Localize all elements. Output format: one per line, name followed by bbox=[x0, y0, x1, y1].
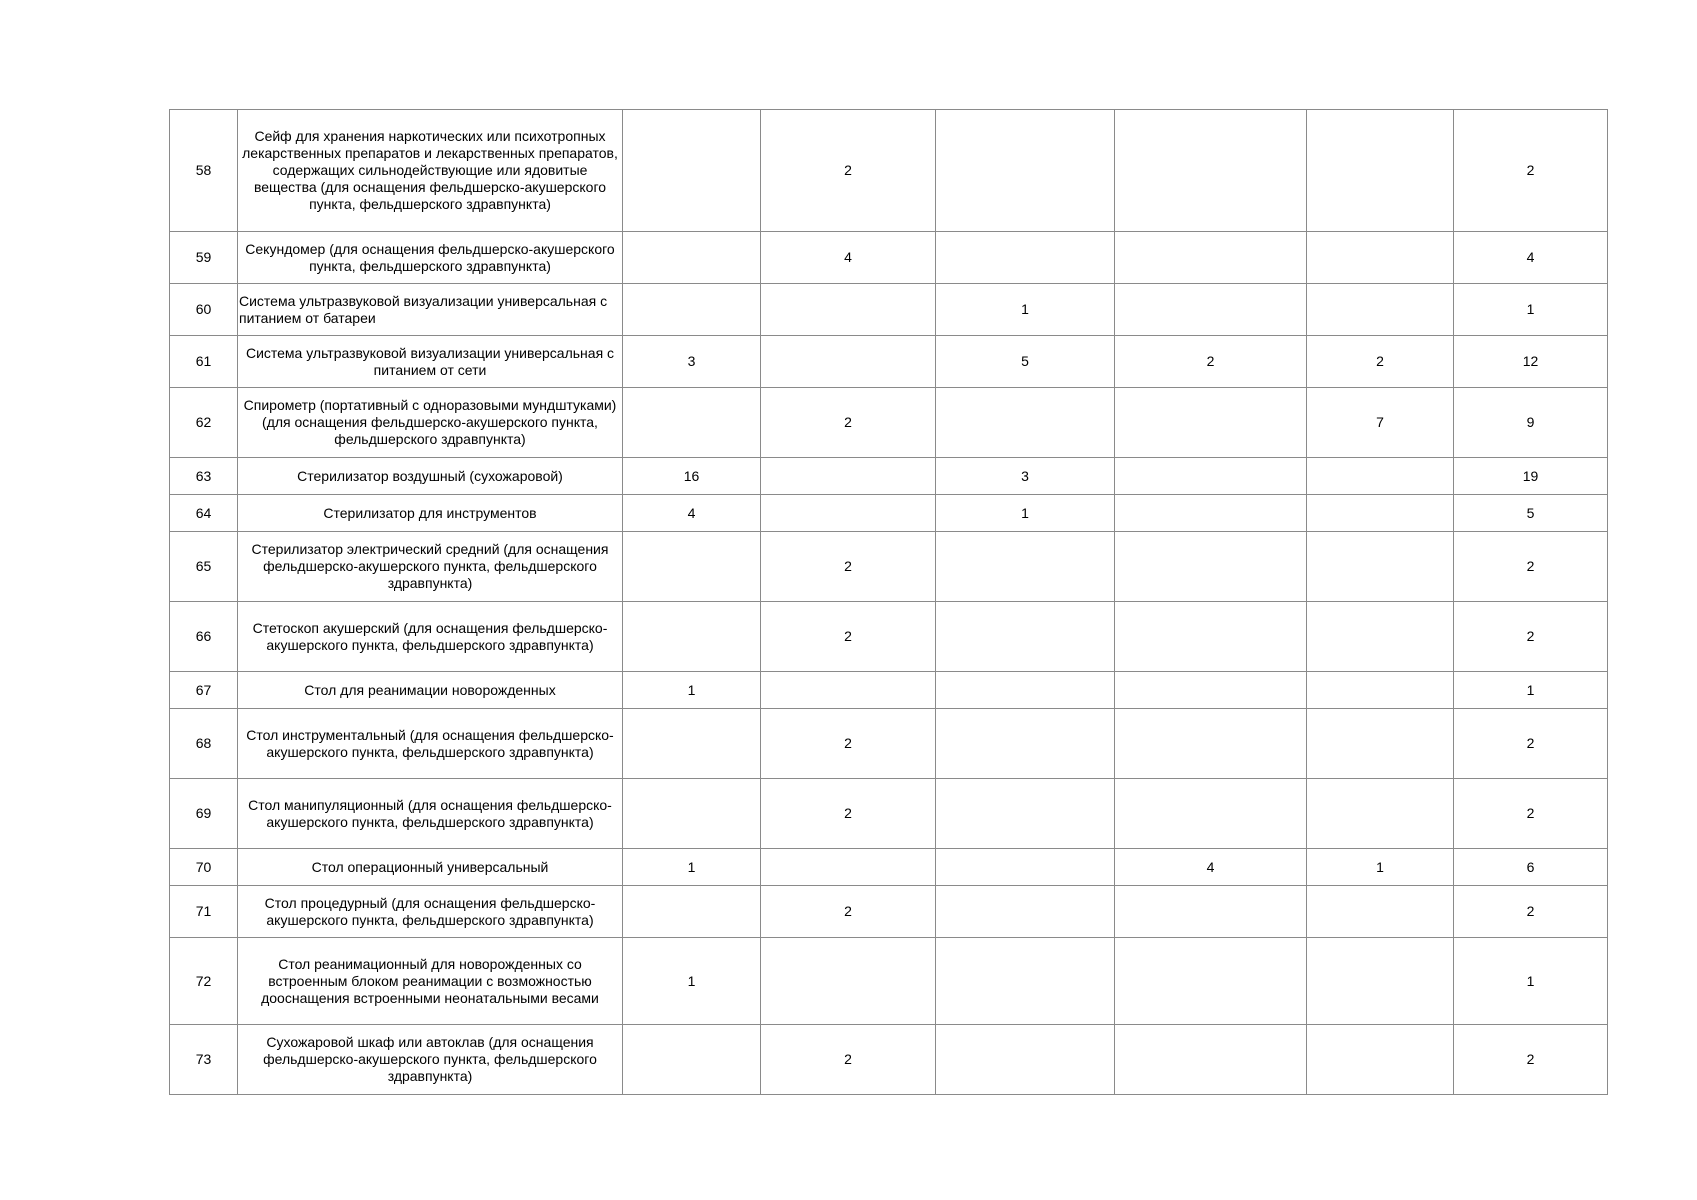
item-name-cell: Сейф для хранения наркотических или психотропных лекарственных препаратов и лекарственных препаратов, содержащих сильнодействующие или ядовитые вещества (для оснащения фельдшерско-акушерского пункта, фельдшерского здравпункта) bbox=[238, 110, 623, 232]
item-name-cell: Спирометр (портативный с одноразовыми мундштуками) (для оснащения фельдшерско-акушерского пункта, фельдшерского здравпункта) bbox=[238, 388, 623, 458]
qty-col-1-cell: 4 bbox=[623, 495, 761, 532]
qty-col-2-cell: 2 bbox=[761, 779, 936, 849]
qty-col-1-cell bbox=[623, 284, 761, 336]
qty-col-3-cell bbox=[936, 388, 1115, 458]
row-number-cell: 65 bbox=[170, 532, 238, 602]
item-name-cell: Система ультразвуковой визуализации универсальная с питанием от сети bbox=[238, 336, 623, 388]
table-row bbox=[170, 709, 1608, 779]
table-row bbox=[170, 388, 1608, 458]
table-row bbox=[170, 532, 1608, 602]
qty-col-1-cell bbox=[623, 886, 761, 938]
qty-col-5-cell bbox=[1307, 232, 1454, 284]
qty-col-5-cell bbox=[1307, 532, 1454, 602]
total-cell: 5 bbox=[1454, 495, 1608, 532]
table-row bbox=[170, 336, 1608, 388]
item-name-cell: Стол инструментальный (для оснащения фельдшерско-акушерского пункта, фельдшерского здравпункта) bbox=[238, 709, 623, 779]
qty-col-4-cell bbox=[1115, 779, 1307, 849]
qty-col-5-cell bbox=[1307, 110, 1454, 232]
qty-col-4-cell bbox=[1115, 886, 1307, 938]
qty-col-2-cell bbox=[761, 458, 936, 495]
row-number-cell: 68 bbox=[170, 709, 238, 779]
qty-col-2-cell bbox=[761, 495, 936, 532]
qty-col-3-cell bbox=[936, 779, 1115, 849]
qty-col-5-cell bbox=[1307, 602, 1454, 672]
qty-col-3-cell bbox=[936, 110, 1115, 232]
row-number-cell: 59 bbox=[170, 232, 238, 284]
qty-col-2-cell bbox=[761, 849, 936, 886]
qty-col-2-cell: 4 bbox=[761, 232, 936, 284]
qty-col-4-cell: 4 bbox=[1115, 849, 1307, 886]
qty-col-1-cell bbox=[623, 779, 761, 849]
equipment-table-body bbox=[170, 110, 1608, 1095]
total-cell: 4 bbox=[1454, 232, 1608, 284]
qty-col-3-cell bbox=[936, 232, 1115, 284]
qty-col-5-cell: 2 bbox=[1307, 336, 1454, 388]
qty-col-2-cell: 2 bbox=[761, 532, 936, 602]
qty-col-1-cell bbox=[623, 709, 761, 779]
total-cell: 2 bbox=[1454, 110, 1608, 232]
qty-col-5-cell bbox=[1307, 672, 1454, 709]
total-cell: 2 bbox=[1454, 709, 1608, 779]
row-number-cell: 66 bbox=[170, 602, 238, 672]
qty-col-4-cell bbox=[1115, 284, 1307, 336]
qty-col-2-cell: 2 bbox=[761, 602, 936, 672]
qty-col-5-cell bbox=[1307, 284, 1454, 336]
item-name-cell: Система ультразвуковой визуализации универсальная с питанием от батареи bbox=[238, 284, 623, 336]
qty-col-1-cell bbox=[623, 110, 761, 232]
qty-col-4-cell bbox=[1115, 495, 1307, 532]
item-name-cell: Сухожаровой шкаф или автоклав (для оснащения фельдшерско-акушерского пункта, фельдшерского здравпункта) bbox=[238, 1025, 623, 1095]
item-name-cell: Стол процедурный (для оснащения фельдшерско-акушерского пункта, фельдшерского здравпункта) bbox=[238, 886, 623, 938]
qty-col-2-cell bbox=[761, 336, 936, 388]
row-number-cell: 70 bbox=[170, 849, 238, 886]
total-cell: 9 bbox=[1454, 388, 1608, 458]
qty-col-3-cell bbox=[936, 709, 1115, 779]
qty-col-3-cell bbox=[936, 886, 1115, 938]
qty-col-3-cell bbox=[936, 938, 1115, 1025]
qty-col-2-cell: 2 bbox=[761, 1025, 936, 1095]
item-name-cell: Стол реанимационный для новорожденных со встроенным блоком реанимации с возможностью дооснащения встроенными неонатальными весами bbox=[238, 938, 623, 1025]
qty-col-1-cell bbox=[623, 388, 761, 458]
row-number-cell: 69 bbox=[170, 779, 238, 849]
qty-col-1-cell bbox=[623, 532, 761, 602]
qty-col-2-cell: 2 bbox=[761, 886, 936, 938]
row-number-cell: 63 bbox=[170, 458, 238, 495]
row-number-cell: 62 bbox=[170, 388, 238, 458]
total-cell: 2 bbox=[1454, 602, 1608, 672]
qty-col-5-cell bbox=[1307, 495, 1454, 532]
qty-col-5-cell bbox=[1307, 458, 1454, 495]
row-number-cell: 71 bbox=[170, 886, 238, 938]
table-row bbox=[170, 284, 1608, 336]
qty-col-5-cell bbox=[1307, 938, 1454, 1025]
row-number-cell: 64 bbox=[170, 495, 238, 532]
total-cell: 1 bbox=[1454, 938, 1608, 1025]
qty-col-1-cell: 1 bbox=[623, 849, 761, 886]
qty-col-5-cell: 1 bbox=[1307, 849, 1454, 886]
qty-col-4-cell bbox=[1115, 388, 1307, 458]
table-row bbox=[170, 495, 1608, 532]
qty-col-4-cell bbox=[1115, 110, 1307, 232]
item-name-cell: Стерилизатор для инструментов bbox=[238, 495, 623, 532]
qty-col-2-cell: 2 bbox=[761, 388, 936, 458]
table-row bbox=[170, 458, 1608, 495]
qty-col-1-cell: 1 bbox=[623, 938, 761, 1025]
qty-col-1-cell: 1 bbox=[623, 672, 761, 709]
table-row bbox=[170, 672, 1608, 709]
item-name-cell: Стерилизатор электрический средний (для оснащения фельдшерско-акушерского пункта, фельдшерского здравпункта) bbox=[238, 532, 623, 602]
qty-col-1-cell bbox=[623, 1025, 761, 1095]
total-cell: 19 bbox=[1454, 458, 1608, 495]
qty-col-3-cell bbox=[936, 849, 1115, 886]
qty-col-1-cell: 16 bbox=[623, 458, 761, 495]
qty-col-2-cell: 2 bbox=[761, 709, 936, 779]
qty-col-5-cell bbox=[1307, 1025, 1454, 1095]
total-cell: 12 bbox=[1454, 336, 1608, 388]
qty-col-4-cell bbox=[1115, 938, 1307, 1025]
row-number-cell: 67 bbox=[170, 672, 238, 709]
row-number-cell: 60 bbox=[170, 284, 238, 336]
item-name-cell: Стол операционный универсальный bbox=[238, 849, 623, 886]
equipment-table bbox=[169, 109, 1608, 1095]
total-cell: 2 bbox=[1454, 779, 1608, 849]
table-row bbox=[170, 779, 1608, 849]
qty-col-3-cell bbox=[936, 602, 1115, 672]
item-name-cell: Стерилизатор воздушный (сухожаровой) bbox=[238, 458, 623, 495]
table-row bbox=[170, 110, 1608, 232]
qty-col-2-cell bbox=[761, 938, 936, 1025]
total-cell: 1 bbox=[1454, 672, 1608, 709]
total-cell: 2 bbox=[1454, 1025, 1608, 1095]
qty-col-5-cell bbox=[1307, 779, 1454, 849]
total-cell: 1 bbox=[1454, 284, 1608, 336]
total-cell: 2 bbox=[1454, 886, 1608, 938]
item-name-cell: Стол манипуляционный (для оснащения фельдшерско-акушерского пункта, фельдшерского здравпункта) bbox=[238, 779, 623, 849]
table-row bbox=[170, 886, 1608, 938]
qty-col-3-cell: 1 bbox=[936, 284, 1115, 336]
qty-col-1-cell: 3 bbox=[623, 336, 761, 388]
row-number-cell: 73 bbox=[170, 1025, 238, 1095]
qty-col-2-cell bbox=[761, 672, 936, 709]
qty-col-2-cell bbox=[761, 284, 936, 336]
total-cell: 2 bbox=[1454, 532, 1608, 602]
row-number-cell: 72 bbox=[170, 938, 238, 1025]
qty-col-4-cell bbox=[1115, 232, 1307, 284]
table-row bbox=[170, 938, 1608, 1025]
table-row bbox=[170, 1025, 1608, 1095]
qty-col-4-cell: 2 bbox=[1115, 336, 1307, 388]
qty-col-3-cell bbox=[936, 532, 1115, 602]
table-row bbox=[170, 602, 1608, 672]
table-row bbox=[170, 232, 1608, 284]
qty-col-5-cell bbox=[1307, 886, 1454, 938]
qty-col-4-cell bbox=[1115, 458, 1307, 495]
qty-col-4-cell bbox=[1115, 532, 1307, 602]
table-row bbox=[170, 849, 1608, 886]
item-name-cell: Стетоскоп акушерский (для оснащения фельдшерско-акушерского пункта, фельдшерского здравпункта) bbox=[238, 602, 623, 672]
qty-col-5-cell bbox=[1307, 709, 1454, 779]
row-number-cell: 58 bbox=[170, 110, 238, 232]
qty-col-3-cell: 3 bbox=[936, 458, 1115, 495]
qty-col-4-cell bbox=[1115, 602, 1307, 672]
total-cell: 6 bbox=[1454, 849, 1608, 886]
qty-col-5-cell: 7 bbox=[1307, 388, 1454, 458]
qty-col-1-cell bbox=[623, 232, 761, 284]
qty-col-2-cell: 2 bbox=[761, 110, 936, 232]
qty-col-4-cell bbox=[1115, 709, 1307, 779]
qty-col-3-cell: 1 bbox=[936, 495, 1115, 532]
item-name-cell: Секундомер (для оснащения фельдшерско-акушерского пункта, фельдшерского здравпункта) bbox=[238, 232, 623, 284]
qty-col-3-cell: 5 bbox=[936, 336, 1115, 388]
qty-col-1-cell bbox=[623, 602, 761, 672]
row-number-cell: 61 bbox=[170, 336, 238, 388]
qty-col-3-cell bbox=[936, 672, 1115, 709]
qty-col-3-cell bbox=[936, 1025, 1115, 1095]
qty-col-4-cell bbox=[1115, 672, 1307, 709]
item-name-cell: Стол для реанимации новорожденных bbox=[238, 672, 623, 709]
qty-col-4-cell bbox=[1115, 1025, 1307, 1095]
